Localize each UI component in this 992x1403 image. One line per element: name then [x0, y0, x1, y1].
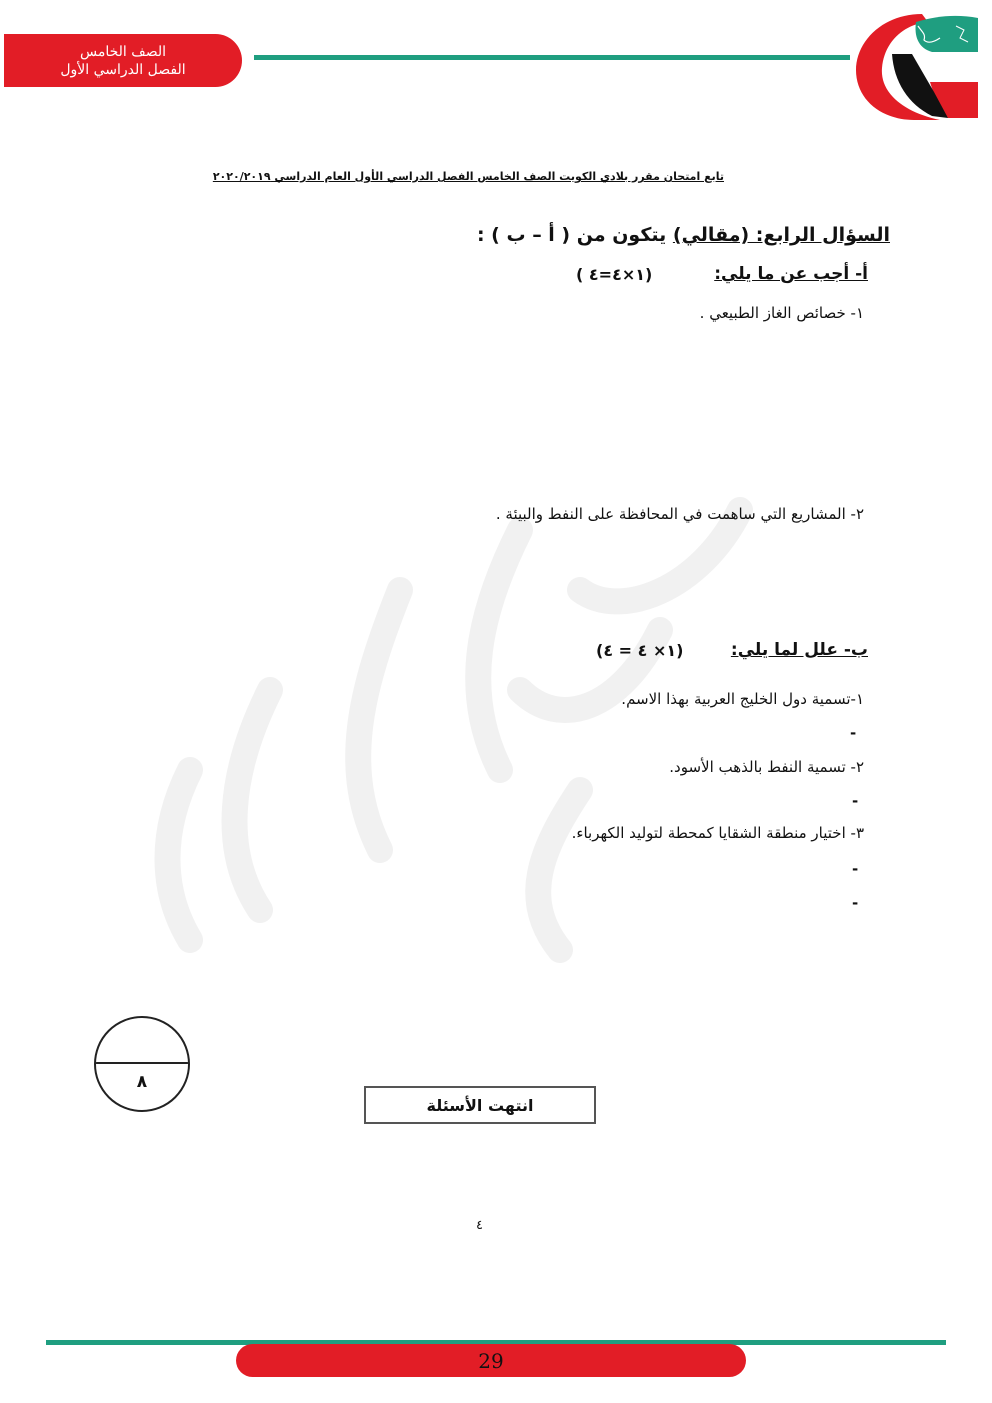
page-number-arabic: ٤ [476, 1218, 483, 1233]
part-b-item-1: ١-تسمية دول الخليج العربية بهذا الاسم. [621, 690, 864, 708]
score-divider [96, 1062, 188, 1064]
watermark-image [100, 470, 820, 1010]
part-b-marks: (١× ٤ = ٤) [596, 641, 684, 660]
answer-dash: - [850, 724, 857, 742]
part-a-marks: ( ١×٤=٤) [576, 265, 653, 284]
grade-banner [4, 34, 242, 87]
answer-dash: - [852, 860, 859, 878]
part-a-item-1: ١- خصائص الغاز الطبيعي . [699, 304, 864, 322]
answer-dash: - [852, 792, 859, 810]
footer-page-banner [236, 1344, 746, 1377]
part-a-item-2: ٢- المشاريع التي ساهمت في المحافظة على النفط والبيئة . [495, 505, 864, 523]
score-circle [94, 1016, 190, 1112]
part-b-item-2: ٢- تسمية النفط بالذهب الأسود. [669, 758, 864, 776]
part-a-title: أ- أجب عن ما يلي: [714, 264, 868, 284]
term-label: الفصل الدراسي الأول [60, 61, 186, 78]
score-value: ٨ [136, 1072, 148, 1092]
part-b-title: ب- علل لما يلي: [730, 640, 868, 660]
grade-label: الصف الخامس [79, 43, 167, 60]
kuwait-flag-logo-icon [852, 8, 978, 122]
question-heading [477, 224, 890, 246]
header-divider [254, 55, 850, 60]
end-of-questions-box: انتهت الأسئلة [364, 1086, 596, 1124]
part-b-item-3: ٣- اختيار منطقة الشقايا كمحطة لتوليد الكهرباء. [571, 824, 864, 842]
question-number-label: السؤال الرابع: (مقالي) [672, 224, 890, 246]
exam-title: تابع امتحان مقرر بلادي الكويت الصف الخامس الفصل الدراسي الأول العام الدراسي ٢٠٢٠/٢٠١٩ [212, 170, 724, 183]
question-parts-label: يتكون من ( أ – ب ) : [476, 224, 673, 246]
answer-dash: - [852, 894, 859, 912]
footer-page-number: 29 [478, 1348, 504, 1373]
